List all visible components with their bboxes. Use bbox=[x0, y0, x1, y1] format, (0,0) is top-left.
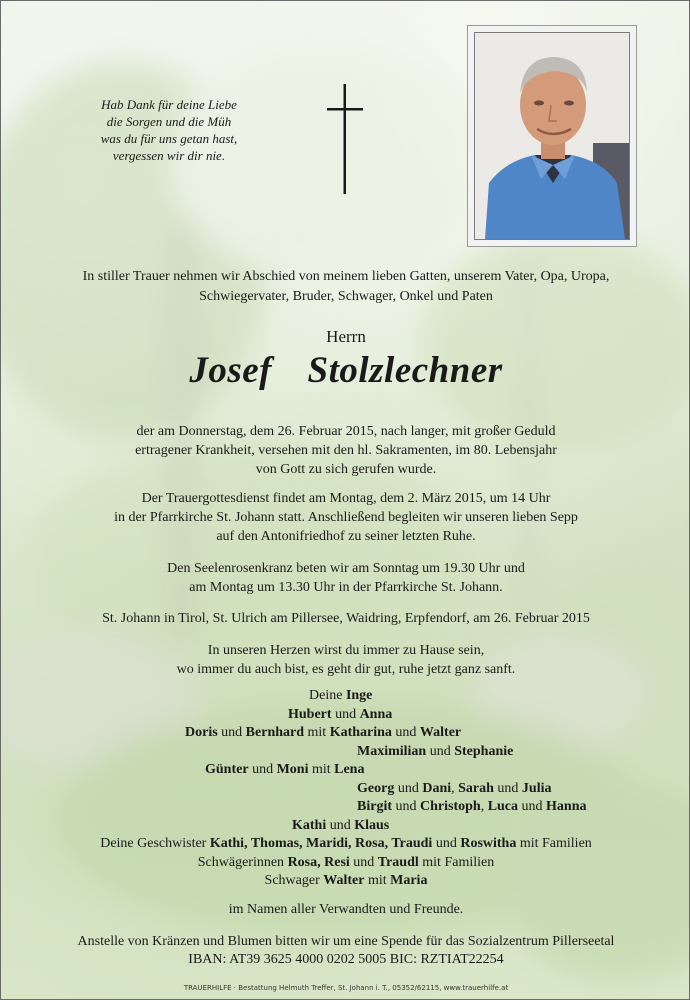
farewell-line: In unseren Herzen wirst du immer zu Hause sein, bbox=[207, 643, 485, 658]
mourner-row bbox=[21, 817, 671, 836]
mourner-row bbox=[21, 835, 671, 854]
mourner-text: , bbox=[451, 780, 459, 796]
mourner-row bbox=[21, 761, 671, 780]
mourner-name: Bernhard bbox=[245, 725, 305, 740]
mourner-name: Luca bbox=[487, 799, 519, 814]
mourner-text: Schwager bbox=[264, 873, 324, 888]
mourner-text: mit bbox=[308, 762, 335, 777]
notice-line: von Gott zu sich gerufen wurde. bbox=[255, 462, 437, 477]
quote-line: vergessen wir dir nie. bbox=[112, 148, 226, 163]
mourner-name: Moni bbox=[276, 762, 309, 777]
quote-line: Hab Dank für deine Liebe bbox=[101, 97, 237, 112]
mourner-text: und bbox=[426, 743, 455, 759]
farewell-line: wo immer du auch bist, es geht dir gut, ruhe jetzt ganz sanft. bbox=[176, 662, 516, 677]
service-line: in der Pfarrkirche St. Johann statt. Anschließend begleiten wir unseren lieben Sepp bbox=[114, 510, 578, 525]
mourner-text: und bbox=[392, 799, 420, 814]
mourner-row bbox=[21, 724, 671, 743]
mourner-name: Christoph bbox=[420, 799, 481, 814]
mourner-name: Katharina bbox=[329, 725, 392, 740]
service-line: Der Trauergottesdienst findet am Montag, dem 2. März 2015, um 14 Uhr bbox=[141, 491, 551, 506]
quote-line: die Sorgen und die Müh bbox=[106, 114, 232, 129]
rosary-line: Den Seelenrosenkranz beten wir am Sonntag um 19.30 Uhr und bbox=[167, 561, 525, 576]
place-date-line: St. Johann in Tirol, St. Ulrich am Pillersee, Waidring, Erpfendorf, am 26. Februar 2015 bbox=[102, 611, 590, 626]
mourner-name: Walter bbox=[419, 725, 462, 740]
mourner-name: Hanna bbox=[546, 799, 587, 814]
mourner-name: Dani bbox=[422, 780, 452, 796]
mourner-name: Kathi bbox=[292, 817, 327, 833]
mourner-row bbox=[21, 854, 671, 873]
mourner-name: Inge bbox=[345, 688, 373, 703]
mourner-text: mit bbox=[364, 873, 391, 888]
mourner-text: im Namen aller Verwandten und Freunde. bbox=[228, 901, 464, 917]
donation-line: IBAN: AT39 3625 4000 0202 5005 BIC: RZTIAT22254 bbox=[188, 952, 504, 967]
funeral-service bbox=[21, 489, 671, 546]
mourner-name: Maximilian bbox=[357, 743, 427, 759]
service-line: auf den Antonifriedhof zu seiner letzten Ruhe. bbox=[216, 529, 476, 544]
mourners-list bbox=[21, 687, 671, 919]
mourner-name: Julia bbox=[521, 780, 552, 796]
mourner-text: und bbox=[331, 706, 360, 722]
mourner-text: , bbox=[480, 799, 488, 814]
mourner-name: Stephanie bbox=[454, 743, 514, 759]
mourner-text: und bbox=[248, 762, 277, 777]
donation-line: Anstelle von Kränzen und Blumen bitten wir um eine Spende für das Sozialzentrum Pillerseetal bbox=[77, 934, 615, 949]
mourner-name: Rosa, Resi bbox=[287, 854, 350, 870]
mourner-row bbox=[21, 687, 671, 706]
salutation: Herrn bbox=[326, 327, 366, 346]
mourner-text: und bbox=[518, 799, 547, 814]
mourner-text: Deine Geschwister bbox=[100, 836, 210, 851]
mourner-text: und bbox=[493, 780, 522, 796]
mourning-announcement bbox=[21, 267, 671, 307]
death-notice bbox=[21, 422, 671, 479]
deceased-name: Josef Stolzlechner bbox=[189, 350, 503, 391]
mourner-text: und bbox=[394, 780, 423, 796]
mourner-text: mit bbox=[304, 725, 330, 740]
rosary-line: am Montag um 13.30 Uhr in der Pfarrkirche St. Johann. bbox=[189, 580, 503, 595]
cross-icon bbox=[327, 84, 363, 194]
mourner-name: Roswitha bbox=[460, 836, 517, 851]
mourner-name: Doris bbox=[185, 725, 218, 740]
portrait-frame bbox=[467, 25, 637, 247]
mourner-text: und bbox=[326, 817, 355, 833]
funeral-home-credit: TRAUERHILFE · Bestattung Helmuth Treffer, St. Johann i. T., 05352/62115, www.trauerhilfe.at bbox=[183, 984, 509, 992]
mourner-name: Sarah bbox=[458, 780, 494, 796]
mourner-row bbox=[21, 780, 671, 799]
donation-request bbox=[21, 933, 671, 969]
mourner-text: und bbox=[432, 836, 461, 851]
mourner-text: und bbox=[349, 854, 378, 870]
mourner-name: Birgit bbox=[357, 799, 392, 814]
mourner-name: Georg bbox=[357, 780, 395, 796]
portrait-photo bbox=[474, 32, 630, 240]
quote-line: was du für uns getan hast, bbox=[100, 131, 238, 146]
mourner-name: Günter bbox=[205, 762, 249, 777]
intro-line: Schwiegervater, Bruder, Schwager, Onkel und Paten bbox=[199, 289, 493, 304]
place-and-date bbox=[21, 609, 671, 628]
mourner-name: Lena bbox=[334, 762, 365, 777]
mourner-text: Schwägerinnen bbox=[197, 854, 288, 870]
mourner-name: Klaus bbox=[354, 817, 390, 833]
rosary-notice bbox=[21, 559, 671, 597]
farewell-text bbox=[21, 641, 671, 679]
mourner-row bbox=[21, 706, 671, 725]
mourner-row bbox=[21, 872, 671, 891]
notice-line: ertragener Krankheit, versehen mit den hl. Sakramenten, im 80. Lebensjahr bbox=[135, 443, 557, 458]
mourner-row bbox=[21, 798, 671, 817]
mourner-name: Walter bbox=[323, 873, 365, 888]
mourner-name: Kathi, Thomas, Maridi, Rosa, Traudi bbox=[209, 836, 433, 851]
mourner-text: und bbox=[217, 725, 246, 740]
mourner-text: und bbox=[391, 725, 420, 740]
portrait-illustration bbox=[475, 33, 629, 239]
mourner-name: Traudl bbox=[377, 854, 419, 870]
mourner-name: Hubert bbox=[288, 706, 332, 722]
mourner-row bbox=[21, 901, 671, 920]
mourner-name: Maria bbox=[390, 873, 428, 888]
notice-line: der am Donnerstag, dem 26. Februar 2015, nach langer, mit großer Geduld bbox=[136, 424, 556, 439]
mourner-text: mit Familien bbox=[418, 854, 495, 870]
mourner-text: mit Familien bbox=[516, 836, 592, 851]
mourner-text: Deine bbox=[309, 688, 346, 703]
mourner-row bbox=[21, 743, 671, 762]
memorial-quote bbox=[79, 96, 259, 164]
intro-line: In stiller Trauer nehmen wir Abschied von meinem lieben Gatten, unserem Vater, Opa, Uropa, bbox=[82, 269, 610, 284]
mourner-name: Anna bbox=[359, 706, 393, 722]
